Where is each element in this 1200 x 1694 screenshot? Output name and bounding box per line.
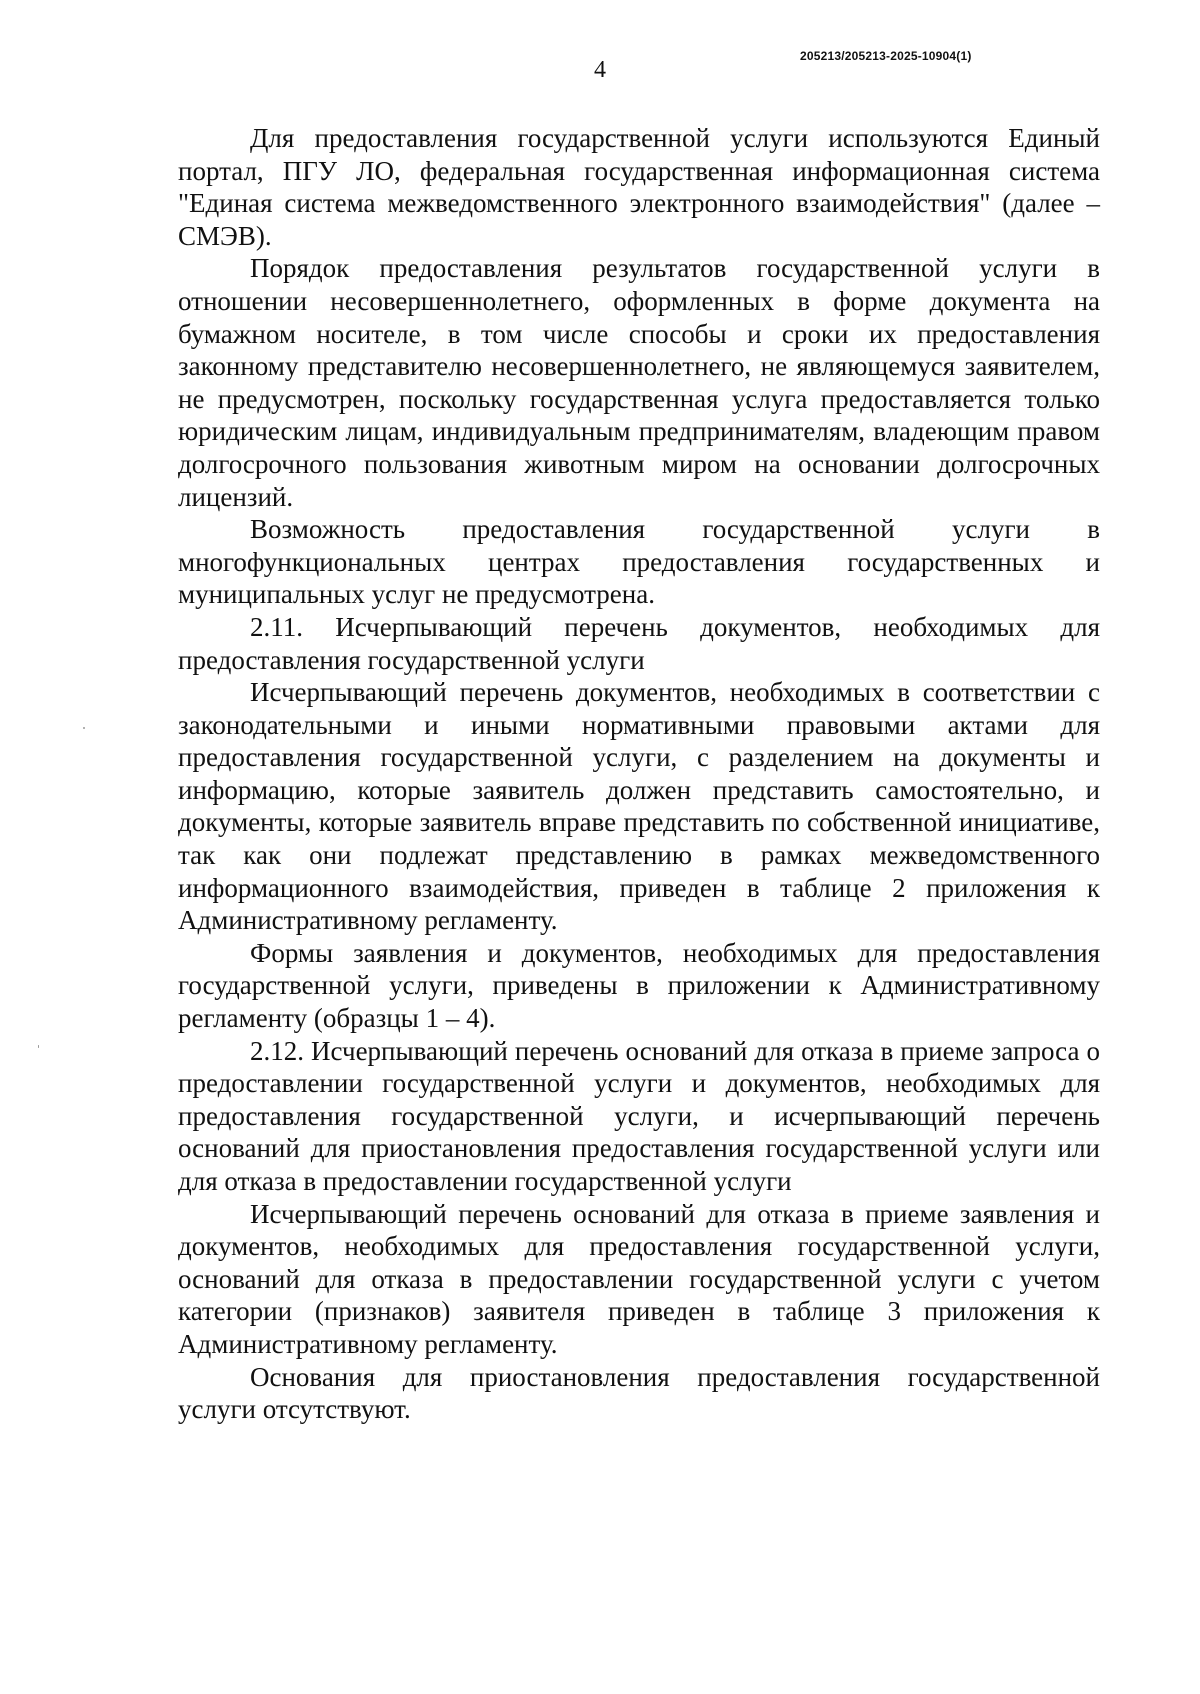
paragraph-refusal-grounds: Исчерпывающий перечень оснований для отказа в приеме заявления и документов, необходимых для предоставления государственной услуги, оснований для отказа в предоставлении государственной услуги с учетом категории (признаков) заявителя приведен в таблице 3 приложения к Административному регламенту. [178,1198,1100,1359]
document-body [178,122,1100,1426]
section-heading-2-12: 2.12. Исчерпывающий перечень оснований для отказа в приеме запроса о предоставлении государственной услуги и документов, необходимых для предоставления государственной услуги, и исчерпывающий перечень оснований для приостановления предоставления государственной услуги или для отказа в предоставлении государственной услуги [178,1035,1100,1196]
document-id: 205213/205213-2025-10904(1) [800,49,972,63]
paragraph-application-forms: Формы заявления и документов, необходимых для предоставления государственной услуги, приведены в приложении к Административному регламенту (образцы 1 – 4). [178,937,1100,1034]
paragraph-mfc-availability: Возможность предоставления государственной услуги в многофункциональных центрах предоставления государственных и муниципальных услуг не предусмотрена. [178,514,1100,610]
scan-speck [38,1045,39,1048]
section-heading-2-11: 2.11. Исчерпывающий перечень документов, необходимых для предоставления государственной услуги [178,611,1100,675]
paragraph-document-list: Исчерпывающий перечень документов, необходимых в соответствии с законодательными и иными нормативными правовыми актами для предоставления государственной услуги, с разделением на документы и информацию, которые заявитель должен представить самостоятельно, и документы, которые заявитель вправе представить по собственной инициативе, так как они подлежат представлению в рамках межведомственного информационного взаимодействия, приведен в таблице 2 приложения к Административному регламенту. [178,677,1100,936]
scan-speck [83,727,85,729]
paragraph-suspension-grounds: Основания для приостановления предоставления государственной услуги отсутствуют. [178,1361,1100,1425]
paragraph-minor-results-order: Порядок предоставления результатов государственной услуги в отношении несовершеннолетнего, оформленных в форме документа на бумажном носителе, в том числе способы и сроки их предоставления законному представителю несовершеннолетнего, не являющемуся заявителем, не предусмотрен, поскольку государственная услуга предоставляется только юридическим лицам, индивидуальным предпринимателям, владеющим правом долгосрочного пользования животным миром на основании долгосрочных лицензий. [178,253,1100,512]
page-number: 4 [594,57,606,83]
paragraph-portals: Для предоставления государственной услуги используются Единый портал, ПГУ ЛО, федеральная государственная информационная система "Единая система межведомственного электронного взаимодействия" (далее – СМЭВ). [178,123,1100,251]
